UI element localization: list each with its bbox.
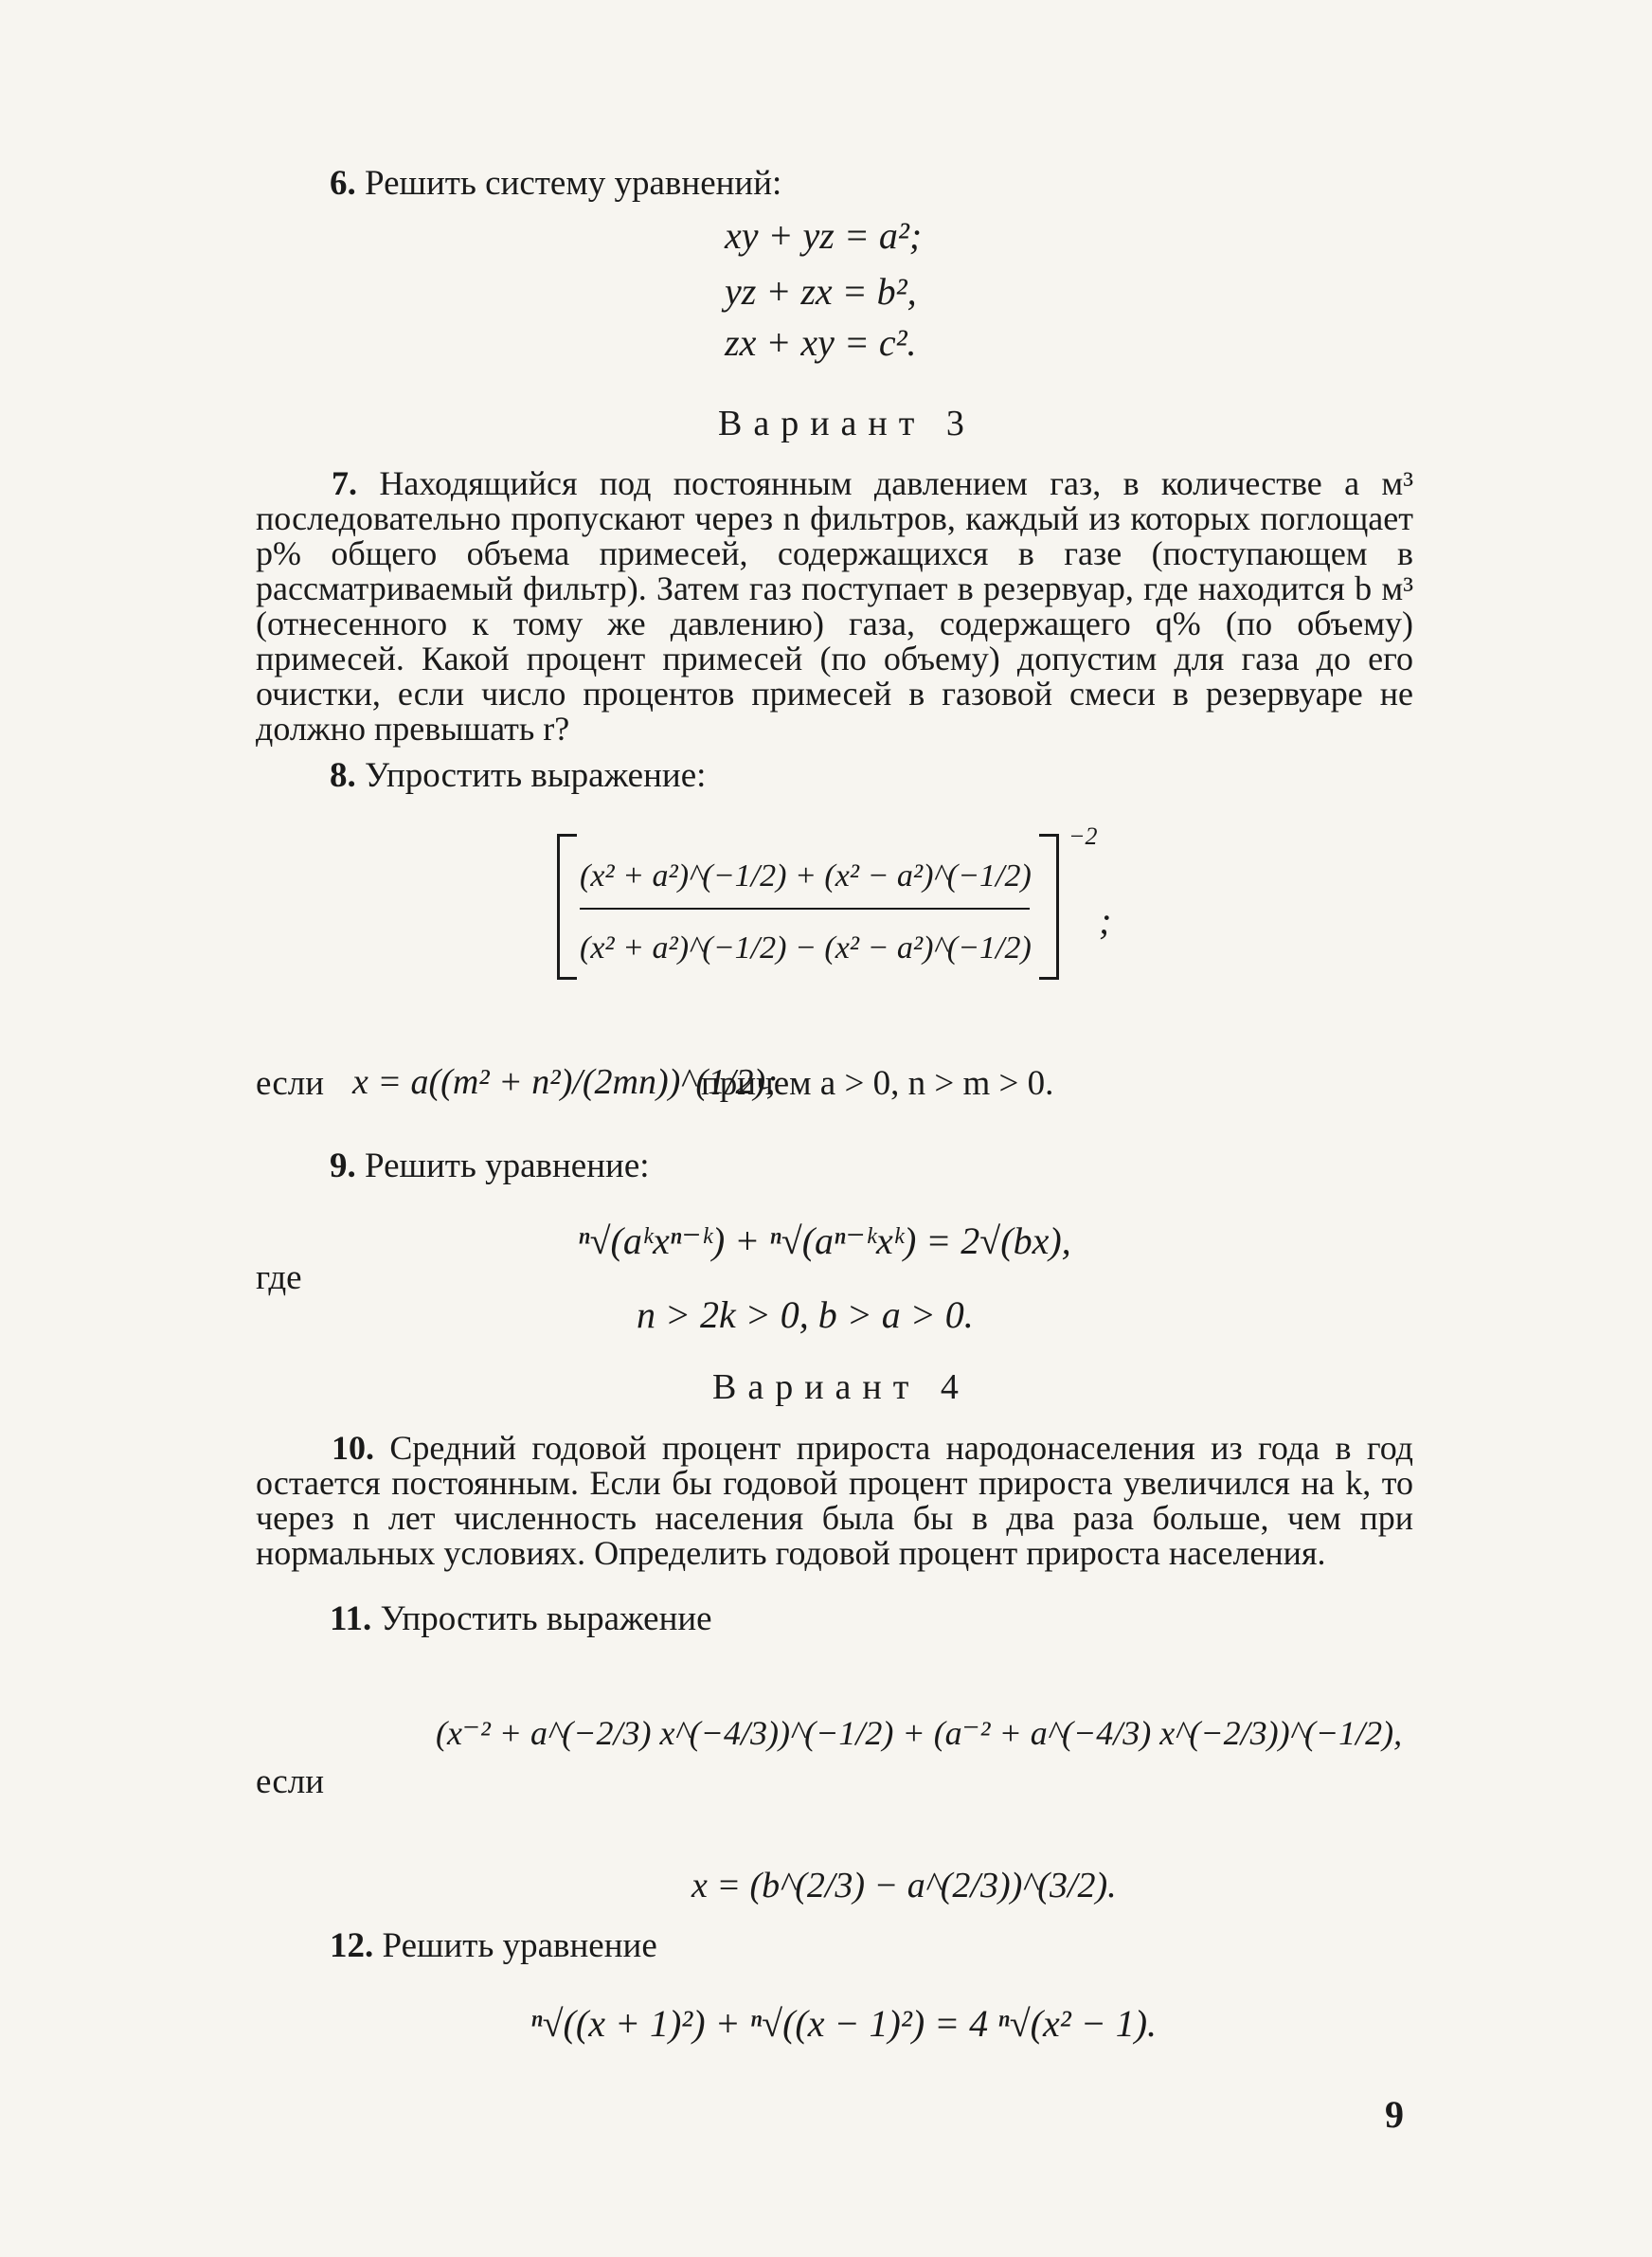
problem-10-text: Средний годовой процент прироста народонаселения из года в год остается постоянным. Если бы годовой процент прироста увеличился на k, то через n лет численность населения была бы в два раза больше, чем при нормальных условиях. Определить годовой процент прироста населения. [256, 1429, 1413, 1572]
problem-8-condition-prefix: если [256, 1064, 325, 1103]
variant-3-heading: Вариант 3 [718, 404, 976, 443]
problem-7-number: 7. [332, 464, 357, 502]
problem-9-number: 9. [330, 1147, 356, 1185]
problem-8-semicolon: ; [1099, 899, 1112, 942]
problem-8-condition-tail: причем a > 0, n > m > 0. [701, 1064, 1054, 1103]
problem-6-equation-3: zx + xy = c². [725, 321, 917, 364]
right-bracket [1039, 834, 1059, 980]
problem-8-condition-x: x = a((m² + n²)/(2mn))^(1/2); [352, 1062, 778, 1102]
problem-10-number: 10. [332, 1429, 374, 1467]
problem-6-equation-1: xy + yz = a²; [725, 214, 923, 257]
problem-8-text: Упростить выражение: [365, 756, 707, 795]
problem-12-heading [330, 1928, 657, 1963]
problem-6-text: Решить систему уравнений: [365, 164, 782, 203]
problem-9-text: Решить уравнение: [365, 1147, 650, 1185]
problem-8-heading [330, 758, 706, 793]
problem-8-number: 8. [330, 756, 356, 795]
problem-8-outer-exponent: −2 [1068, 822, 1098, 850]
problem-11-expression: (x⁻² + a^(−2/3) x^(−4/3))^(−1/2) + (a⁻² + a^(−4/3) x^(−2/3))^(−1/2), [436, 1714, 1403, 1752]
problem-11-heading [330, 1601, 712, 1636]
problem-11-number: 11. [330, 1599, 372, 1638]
problem-9-condition: n > 2k > 0, b > a > 0. [637, 1293, 974, 1336]
problem-12-number: 12. [330, 1926, 374, 1965]
problem-7-text: Находящийся под постоянным давлением газ, в количестве a м³ последовательно пропускают через n фильтров, каждый из которых поглощает p% общего объема примесей, содержащихся в газе (поступающем в рассматриваемый фильтр). Затем газ поступает в резервуар, где находится b м³ (отнесенного к тому же давлению) газа, содержащего q% (по объему) примесей. Какой процент примесей (по объему) допустим для газа до его очистки, если число процентов примесей в газовой смеси в резервуаре не должно превышать r? [256, 464, 1414, 748]
problem-9-heading [330, 1148, 650, 1183]
problem-8-denominator: (x² + a²)^(−1/2) − (x² − a²)^(−1/2) [580, 930, 1032, 966]
left-bracket [557, 834, 577, 980]
problem-6-heading [330, 166, 781, 201]
problem-11-condition: x = (b^(2/3) − a^(2/3))^(3/2). [691, 1866, 1117, 1905]
problem-8-numerator: (x² + a²)^(−1/2) + (x² − a²)^(−1/2) [580, 858, 1032, 894]
problem-6-equation-2: yz + zx = b², [725, 270, 917, 313]
problem-9-where: где [256, 1258, 302, 1297]
problem-9-equation: ⁿ√(aᵏxⁿ⁻ᵏ) + ⁿ√(aⁿ⁻ᵏxᵏ) = 2√(bx), [578, 1219, 1071, 1262]
problem-6-number: 6. [330, 164, 356, 203]
problem-11-text: Упростить выражение [380, 1599, 712, 1638]
problem-12-text: Решить уравнение [382, 1926, 657, 1965]
problem-11-if: если [256, 1762, 325, 1801]
problem-7-paragraph [256, 466, 1413, 747]
problem-10-paragraph [256, 1431, 1413, 1571]
problem-8-fraction-bar [580, 908, 1030, 910]
page-number: 9 [1385, 2093, 1404, 2136]
variant-4-heading: Вариант 4 [712, 1367, 970, 1407]
problem-12-equation: ⁿ√((x + 1)²) + ⁿ√((x − 1)²) = 4 ⁿ√(x² − 1). [530, 2002, 1158, 2045]
